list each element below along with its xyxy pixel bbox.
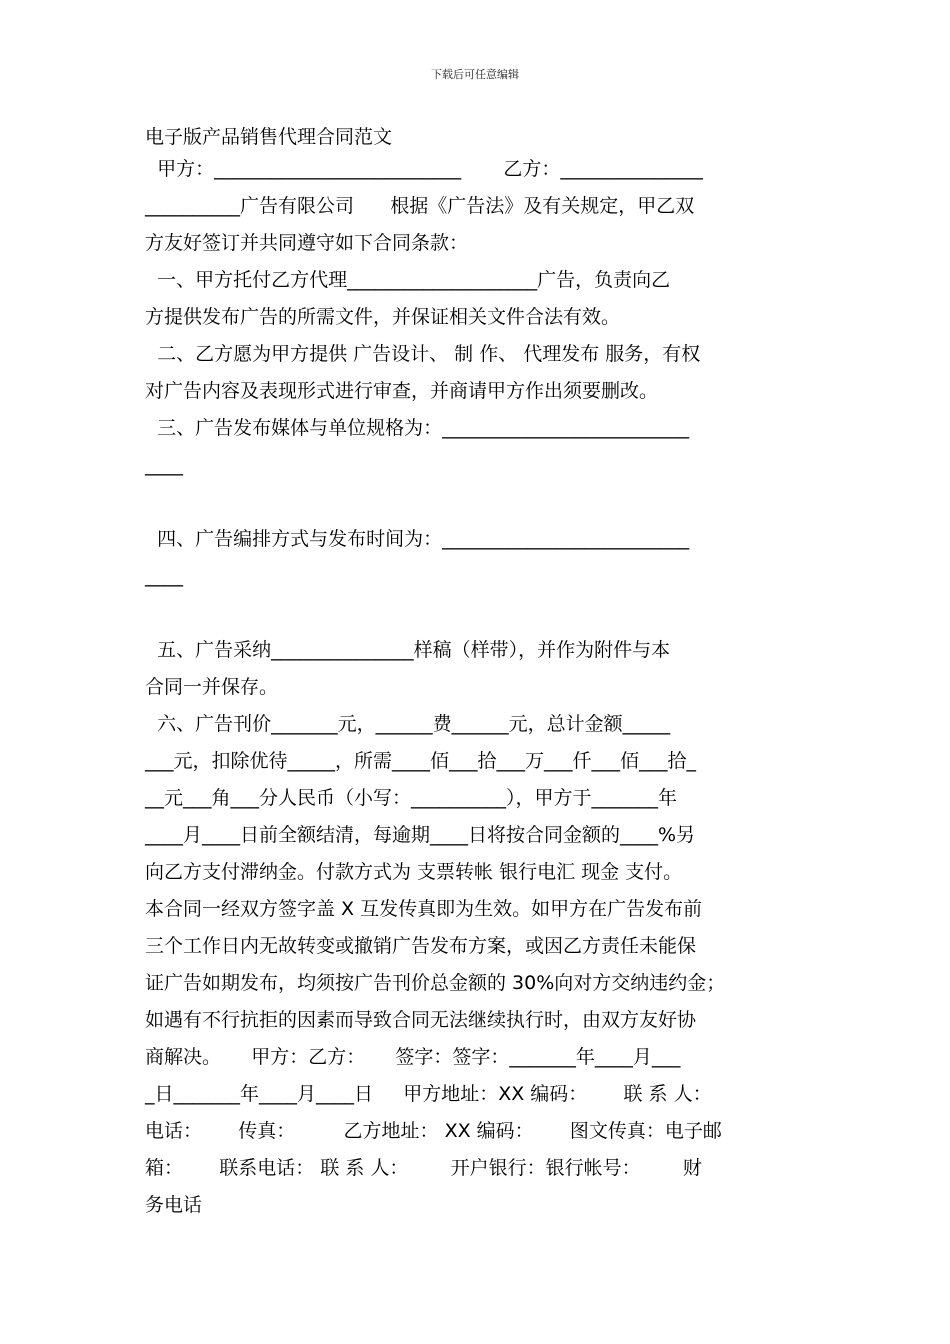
document-lines (145, 151, 809, 1224)
document-line: 方友好签订并共同遵守如下合同条款： (145, 232, 469, 254)
document-line: ____月____日前全额结清，每逾期____日将按合同金额的____%另 (145, 824, 696, 846)
document-line: 对广告内容及表现形式进行审查，并商请甲方作出须要删改。 (145, 380, 659, 402)
document-line: 箱： 联系电话： 联 系 人： 开户银行：银行帐号： 财 (145, 1157, 702, 1179)
document-line: _日_______年____月____日 甲方地址：XX 编码： 联 系 人： (145, 1083, 712, 1105)
document-line: 务电话 (145, 1194, 203, 1216)
document-line: ____ (145, 454, 183, 476)
document-line: 三个工作日内无故转变或撤销广告发布方案，或因乙方责任未能保 (145, 935, 697, 957)
document-line (145, 484, 809, 521)
document-line: 甲方：__________________________ 乙方：_______________ (145, 158, 703, 180)
document-line: 本合同一经双方签字盖 X 互发传真即为生效。如甲方在广告发布前 (145, 898, 703, 920)
document-line: __________广告有限公司 根据《广告法》及有关规定，甲乙双 (145, 195, 695, 217)
document-line: 六、广告刊价_______元，______费______元，总计金额_____ (145, 713, 671, 735)
document-line: 向乙方支付滞纳金。付款方式为 支票转帐 银行电汇 现金 支付。 (145, 861, 683, 883)
document-line: ____ (145, 565, 183, 587)
document-line: 一、甲方托付乙方代理____________________广告，负责向乙 (145, 269, 671, 291)
page-header-note: 下载后可任意编辑 (431, 68, 519, 81)
document-body (145, 123, 809, 1224)
document-line: 三、广告发布媒体与单位规格为：__________________________ (145, 417, 690, 439)
document-line: __元___角___分人民币（小写：__________），甲方于_______年 (145, 787, 678, 809)
document-line (145, 595, 809, 632)
document-line: 二、乙方愿为甲方提供 广告设计、 制 作、 代理发布 服务，有权 (145, 343, 701, 365)
document-line: 电话： 传真： 乙方地址： XX 编码： 图文传真：电子邮 (145, 1120, 722, 1142)
document-line: 四、广告编排方式与发布时间为：__________________________ (145, 528, 690, 550)
document-line: 证广告如期发布，均须按广告刊价总金额的 30%向对方交纳违约金； (145, 972, 726, 994)
document-line: ___元，扣除优待_____，所需____佰___拾___万___仟___佰___拾_ (145, 750, 697, 772)
document-line: 如遇有不行抗拒的因素而导致合同无法继续执行时，由双方友好协 (145, 1009, 697, 1031)
document-line: 合同一并保存。 (145, 676, 279, 698)
document-line: 商解决。 甲方：乙方： 签字：签字：_______年____月___ (145, 1046, 681, 1068)
document-line: 方提供发布广告的所需文件，并保证相关文件合法有效。 (145, 306, 621, 328)
document-title: 电子版产品销售代理合同范文 (145, 126, 393, 148)
document-line: 五、广告采纳_______________样稿（样带），并作为附件与本 (145, 639, 671, 661)
